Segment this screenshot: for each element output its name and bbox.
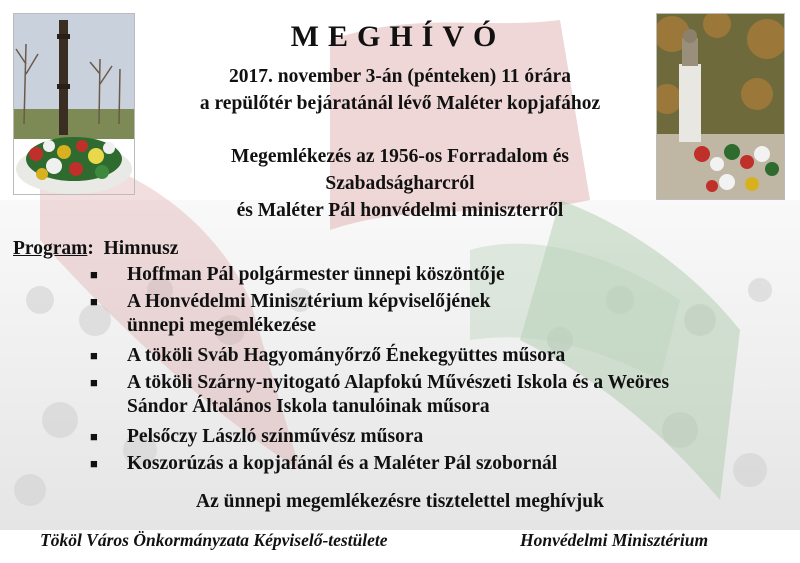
- footer-municipality: Tököl Város Önkormányzata Képviselő-testülete: [40, 530, 388, 550]
- list-item: ■ Pelsőczy László színművész műsora: [90, 426, 424, 447]
- program-label: Program: [13, 238, 88, 259]
- footer-ministry: Honvédelmi Minisztérium: [520, 530, 709, 550]
- list-item: ■ A tököli Sváb Hagyományőrző Énekegyüttes műsora: [90, 345, 566, 366]
- event-date: 2017. november 3-án (pénteken) 11 órára: [229, 66, 571, 87]
- program-heading: [13, 238, 178, 260]
- list-item: ■ Koszorúzás a kopjafánál és a Maléter Pál szobornál: [90, 453, 558, 474]
- list-item: ■ Hoffman Pál polgármester ünnepi köszöntője: [90, 264, 505, 285]
- program-first-item: Himnusz: [103, 238, 179, 259]
- page-title: MEGHÍVÓ: [290, 20, 506, 53]
- bullet-icon: ■: [90, 375, 98, 390]
- list-item: ■ A Honvédelmi Minisztérium képviselőjének ünnepi megemlékezése: [90, 291, 491, 336]
- bullet-icon: ■: [90, 267, 98, 282]
- event-location: a repülőtér bejáratánál lévő Maléter kopjafához: [199, 93, 601, 114]
- closing-invitation: Az ünnepi megemlékezésre tisztelettel meghívjuk: [196, 491, 604, 512]
- program-colon: :: [87, 238, 94, 259]
- commemoration-line-3: és Maléter Pál honvédelmi miniszterről: [236, 200, 564, 221]
- commemoration-line-2: Szabadságharcról: [325, 173, 475, 194]
- bullet-icon: ■: [90, 348, 98, 363]
- bullet-icon: ■: [90, 429, 98, 444]
- bullet-icon: ■: [90, 294, 98, 309]
- commemoration-line-1: Megemlékezés az 1956-os Forradalom és: [231, 146, 569, 167]
- list-item: ■ A tököli Szárny-nyitogató Alapfokú Művészeti Iskola és a Weöres Sándor Általános Iskola tanulóinak műsora: [90, 372, 670, 417]
- bullet-icon: ■: [90, 456, 98, 471]
